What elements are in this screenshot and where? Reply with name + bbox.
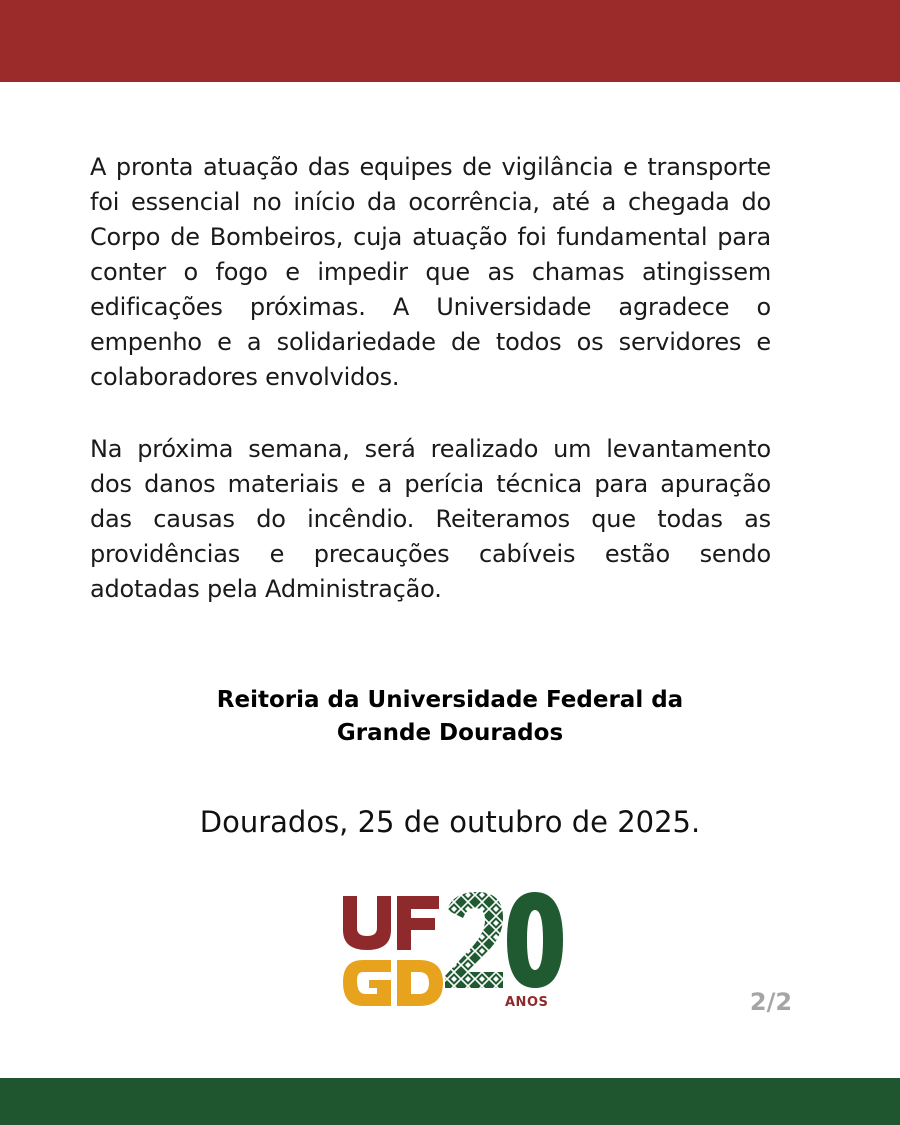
ufgd-20-anos-logo-icon: [335, 888, 570, 1013]
date-line: Dourados, 25 de outubro de 2025.: [199, 805, 701, 839]
page-number: 2/2: [749, 988, 793, 1016]
top-color-bar: [0, 0, 900, 82]
signature-line-1: Reitoria da Universidade Federal da: [216, 687, 684, 713]
signature-line-2: Grande Dourados: [336, 720, 564, 746]
svg-text:ANOS: ANOS: [505, 995, 549, 1010]
body-paragraph-2: Na próxima semana, será realizado um levantamento dos danos materiais e a perícia técnica para apuração das causas do incêndio. Reiteramos que todas as providências e precauções cabíveis estão sendo adotadas pela Administração.: [90, 435, 771, 603]
body-paragraph-1: A pronta atuação das equipes de vigilância e transporte foi essencial no início da ocorrência, até a chegada do Corpo de Bombeiros, cuja atuação foi fundamental para conter o fogo e impedir que as chamas atingissem edificações próximas. A Universidade agradece o empenho e a solidariedade de todos os servidores e colaboradores envolvidos.: [90, 153, 771, 391]
signature-block: [0, 684, 900, 750]
bottom-color-bar: [0, 1078, 900, 1125]
